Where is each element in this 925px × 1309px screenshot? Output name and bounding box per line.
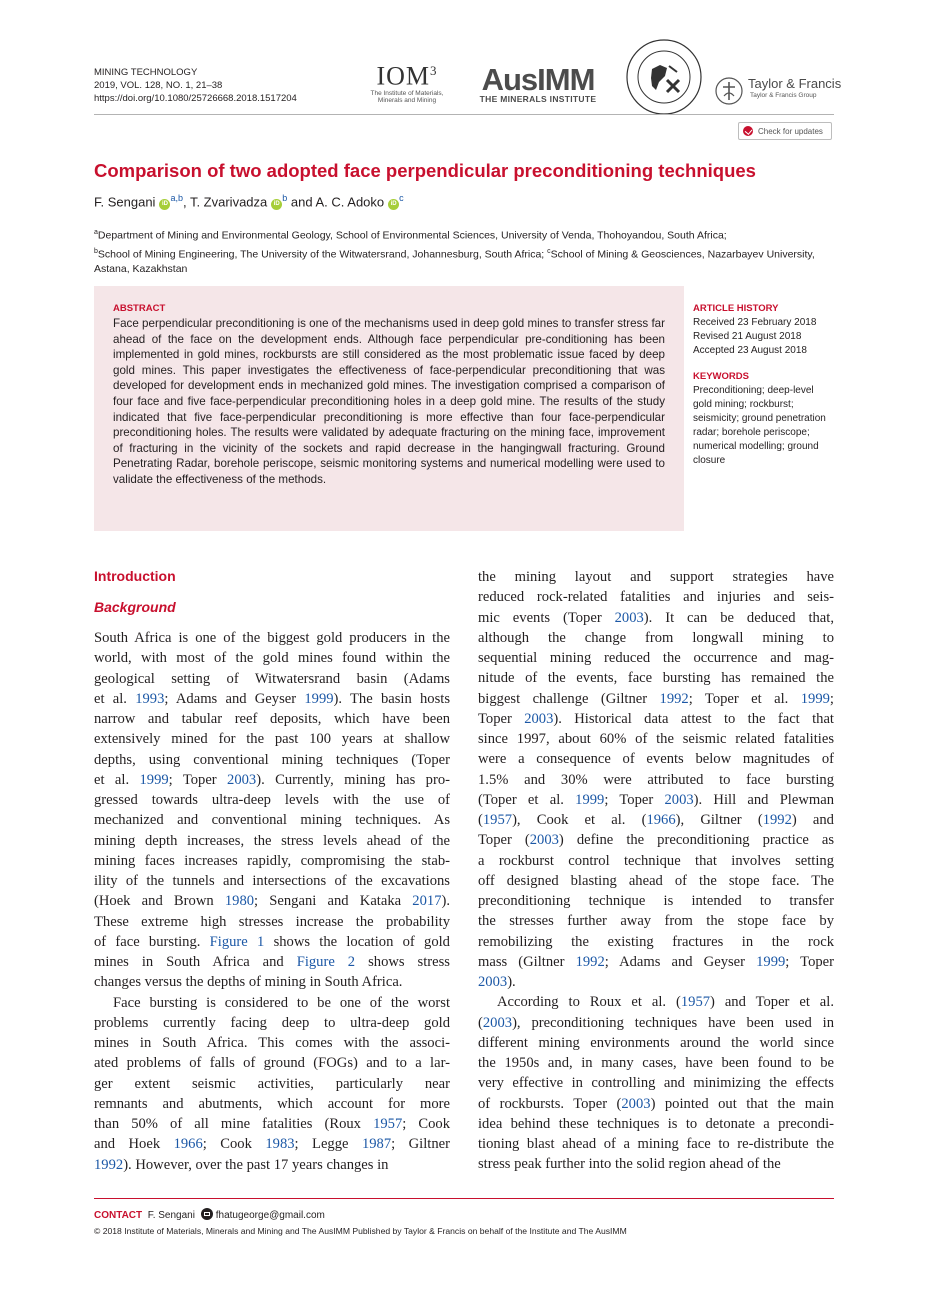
text-segment: ; Legge (294, 1136, 362, 1153)
text-line (94, 871, 450, 891)
text-segment: of face bursting. (94, 933, 210, 950)
copyright: © 2018 Institute of Materials, Minerals and Mining and The AusIMM Published by Taylor & Francis on behalf of the Institute and The AusIMM (94, 1226, 627, 1236)
article-history (693, 316, 816, 358)
citation-link[interactable]: 1992 (94, 1156, 124, 1173)
history-revised: Revised 21 August 2018 (693, 331, 802, 342)
text-line (478, 1134, 834, 1154)
text-segment: ger extent seismic activities, particularly near (94, 1075, 450, 1092)
text-segment: off designed blasting ahead of the stope face. The (478, 872, 834, 889)
citation-link[interactable]: 1999 (304, 690, 334, 707)
citation-link[interactable]: 1999 (756, 953, 786, 970)
check-for-updates-button[interactable] (738, 122, 832, 140)
text-line (478, 851, 834, 871)
text-line (94, 1114, 450, 1134)
text-line (94, 648, 450, 668)
text-line (478, 830, 834, 850)
text-segment: ; Toper (604, 791, 665, 808)
text-line (94, 891, 450, 911)
email-icon (201, 1208, 213, 1220)
text-line (94, 912, 450, 932)
society-seal-logo (625, 38, 703, 116)
text-line (94, 851, 450, 871)
text-segment: ( (478, 812, 483, 828)
tf-name: Taylor & Francis (748, 76, 842, 91)
text-line (478, 972, 834, 992)
citation-link[interactable]: 1980 (224, 893, 255, 910)
text-line (478, 891, 834, 911)
orcid-icon[interactable]: iD (388, 199, 399, 210)
citation-link[interactable]: 1957 (680, 994, 711, 1011)
text-segment: ). Historical data attest to the fact that (553, 710, 834, 727)
text-line (94, 831, 450, 851)
text-segment: stress peak further into the solid region ahead of the (478, 1156, 781, 1173)
citation-link[interactable]: 1993 (135, 690, 165, 707)
keywords-text: Preconditioning; deep-level gold mining; rockburst; seismicity; ground penetration radar; borehole periscope; numerical modelling; ground closure (693, 385, 826, 466)
text-segment: Toper ( (478, 832, 530, 849)
text-segment: ) pointed out that the main (650, 1095, 834, 1112)
text-segment: (Toper et al. (478, 791, 576, 808)
text-segment: since 1997, about 60% of the seismic related fatalities (478, 731, 834, 747)
affiliations (94, 225, 834, 277)
text-segment: ). (507, 974, 516, 990)
author-name: A. C. Adoko (315, 194, 385, 210)
citation-link[interactable]: 2003 (621, 1095, 651, 1112)
text-line (478, 648, 834, 668)
affil-c: School of Mining & Geosciences, Nazarbayev University, Astana, Kazakhstan (94, 248, 815, 275)
contact-line (94, 1208, 325, 1221)
citation-link[interactable]: 1983 (265, 1136, 295, 1153)
text-segment: ( (478, 1014, 483, 1031)
text-line (478, 1033, 834, 1053)
text-segment: 1.5% and 30% were attributed to face bursting (478, 771, 834, 788)
taylor-francis-icon (714, 76, 744, 106)
text-segment: geological setting of Witwatersrand basin (Adams (94, 670, 450, 687)
text-segment: ; Cook (202, 1136, 266, 1153)
text-segment: ), preconditioning techniques have been used in (512, 1014, 834, 1031)
text-line (478, 1053, 834, 1073)
keywords-heading: KEYWORDS (693, 371, 749, 382)
citation-link[interactable]: 1957 (482, 812, 513, 828)
text-line (94, 993, 450, 1013)
subsection-heading: Background (94, 599, 176, 615)
citation-link[interactable]: 1987 (361, 1136, 392, 1153)
text-segment: ). However, over the past 17 years changes in (123, 1156, 389, 1173)
text-line (94, 1053, 450, 1073)
text-segment: ). The basin hosts (333, 690, 450, 707)
article-title: Comparison of two adopted face perpendicular preconditioning techniques (94, 160, 756, 181)
text-line (478, 790, 834, 810)
text-segment: ), Giltner ( (675, 812, 763, 828)
author-name: F. Sengani (94, 194, 156, 210)
text-segment: world, with most of the gold mines found within the (94, 650, 450, 667)
text-segment: biggest challenge (Giltner (478, 690, 660, 707)
text-line (94, 1074, 450, 1094)
text-line (478, 871, 834, 891)
text-segment: the 1950s and, in many cases, have been found to be (478, 1055, 834, 1071)
paragraph (94, 993, 450, 1175)
affil-a-mark: a (94, 229, 98, 236)
text-segment: the stresses further away from the stope face by (478, 913, 834, 930)
text-line (94, 932, 450, 952)
text-segment: reduced rock-related fatalities and injuries and seis- (478, 589, 834, 606)
iom-mark: IOM (376, 61, 431, 91)
text-segment: remnants and abutments, which account for more (94, 1095, 450, 1112)
journal-volume: 2019, VOL. 128, NO. 1, 21–38 (94, 80, 223, 91)
text-segment: ). (441, 893, 450, 910)
text-line (94, 628, 450, 648)
text-segment: sequential mining reduced the occurrence and mag- (478, 650, 834, 666)
citation-link[interactable]: 1999 (575, 791, 605, 808)
text-line (478, 668, 834, 688)
text-segment: et al. (94, 690, 136, 707)
contact-label: CONTACT (94, 1210, 143, 1221)
citation-link[interactable]: 2003 (227, 771, 257, 788)
citation-link[interactable]: 1966 (646, 812, 676, 828)
text-segment: nitude of the events, face bursting has remained the (478, 670, 834, 687)
section-heading: Introduction (94, 568, 176, 584)
text-segment: mechanized and conventional mining techniques. As (94, 812, 450, 829)
text-segment: tioning blast ahead of a mining face to re-distribute the (478, 1136, 834, 1152)
text-segment: shows the location of gold (264, 933, 450, 950)
orcid-icon[interactable]: iD (159, 199, 170, 210)
author-separator: and (287, 194, 316, 210)
text-segment: Face bursting is considered to be one of the worst (113, 994, 450, 1011)
text-line (478, 729, 834, 749)
text-line (94, 709, 450, 729)
text-segment: ; Adams and Geyser (164, 690, 305, 707)
paragraph (478, 567, 834, 992)
text-segment: mining faces increases rapidly, compromising the stab- (94, 852, 450, 869)
contact-name: F. Sengani (147, 1210, 195, 1221)
text-segment: although the change from longwall mining to (478, 629, 834, 646)
text-line (94, 1013, 450, 1033)
text-segment: ) and (791, 812, 834, 828)
author-list (94, 193, 404, 210)
text-line (94, 689, 450, 709)
paragraph (94, 628, 450, 993)
abstract-heading: ABSTRACT (113, 303, 166, 314)
citation-link[interactable]: 1966 (173, 1136, 203, 1153)
citation-link[interactable]: 1957 (373, 1116, 403, 1132)
text-segment: changes versus the depths of mining in South Africa. (94, 974, 403, 991)
journal-info (94, 66, 297, 105)
text-line (94, 669, 450, 689)
text-segment: of rockbursts. Toper ( (478, 1095, 622, 1112)
check-updates-label: Check for updates (758, 126, 823, 136)
text-segment: problems currently facing deep to ultra-deep gold (94, 1014, 450, 1031)
text-segment: depths, using conventional mining techniques (Toper (94, 751, 450, 768)
text-line (94, 810, 450, 830)
text-segment: ; Giltner (391, 1136, 450, 1153)
affil-a: Department of Mining and Environmental Geology, School of Environmental Sciences, University of Venda, Thohoyandou, South Africa; (97, 229, 727, 242)
author-separator: , (182, 194, 190, 210)
doi-link[interactable]: https://doi.org/10.1080/25726668.2018.1517204 (94, 93, 297, 104)
text-segment: mines in South Africa and (94, 954, 297, 970)
abstract-text: Face perpendicular preconditioning is one of the mechanisms used in deep gold mines to transfer stress far ahead of the face on the development ends. Although face perpendicular pre-conditioning has been implemented in gold mines, rockbursts are still considered as the most problematic issue faced by deep gold mines. This paper investigates the effectiveness of face-perpendicular preconditioning that was developed for development ends in mechanized gold mines. The investigation comprised a comparison of four face and five face-perpendicular preconditioning holes in a deep gold mine. The results of the study indicated that five face-perpendicular preconditioning is more effective than four face-perpendicular preconditioning holes. The results were validated by adequate fracturing on the mining face, improvement of fracturing in the vicinity of the sockets and rapid decrease in the hangingwall fracturing. Ground Penetrating Radar, borehole periscope, seismic monitoring systems and numerical modelling were used to validate the effectiveness of the methods. (113, 317, 665, 486)
text-segment: (Hoek and Brown (94, 893, 225, 910)
text-segment: ). Hill and Plewman (693, 791, 835, 808)
text-segment: shows stress (355, 954, 450, 970)
citation-link[interactable]: 2003 (529, 832, 559, 849)
text-line (478, 689, 834, 709)
article-history-heading: ARTICLE HISTORY (693, 303, 779, 314)
text-line (478, 1073, 834, 1093)
citation-link[interactable]: 1992 (659, 690, 689, 707)
text-segment: ; Cook (402, 1116, 451, 1132)
author-name: T. Zvarivadza (189, 194, 268, 210)
citation-link[interactable]: 2017 (412, 893, 442, 910)
ausimm-sub: THE MINERALS INSTITUTE (479, 94, 597, 104)
history-received: Received 23 February 2018 (693, 317, 817, 328)
text-segment: ; Toper (785, 953, 835, 970)
text-line (94, 952, 450, 972)
text-segment: ; Toper et al. (688, 690, 801, 707)
text-segment: ; Toper (168, 771, 228, 788)
text-segment: mic events (Toper (478, 609, 615, 626)
text-segment: and Hoek (94, 1136, 174, 1153)
text-line (478, 567, 834, 587)
text-line (94, 1033, 450, 1053)
text-line (94, 790, 450, 810)
text-line (94, 1094, 450, 1114)
text-line (478, 810, 834, 830)
text-line (94, 770, 450, 790)
text-segment: remobilizing the existing fractures in the rock (478, 933, 834, 950)
affil-b-mark: b (94, 247, 98, 255)
text-line (478, 1013, 834, 1033)
text-segment: than 50% of all mine fatalities (Roux (94, 1116, 374, 1132)
citation-link[interactable]: 2003 (482, 1014, 513, 1031)
iom-line1: The Institute of Materials, (370, 89, 444, 97)
text-line (478, 1094, 834, 1114)
iom-line2: Minerals and Mining (377, 97, 437, 105)
ausimm-logo (463, 62, 613, 104)
text-segment: These extreme high stresses increase the probability (94, 913, 450, 930)
text-line (478, 628, 834, 648)
text-line (478, 587, 834, 607)
text-segment: ). Currently, mining has pro- (256, 771, 450, 788)
citation-link[interactable]: Figure 1 (209, 933, 265, 950)
iom3-logo (352, 58, 462, 108)
affil-b: School of Mining Engineering, The University of the Witwatersrand, Johannesburg, South Africa; (97, 248, 548, 260)
text-line (94, 729, 450, 749)
text-segment: ; (829, 690, 834, 707)
text-segment: ). It can be deduced that, (643, 609, 834, 626)
text-segment: ; Adams and Geyser (604, 953, 757, 970)
text-line (94, 972, 450, 992)
header-rule (94, 114, 834, 115)
citation-link[interactable]: 1992 (575, 953, 605, 970)
text-segment: different mining environments around the world since (478, 1034, 834, 1051)
footer-rule (94, 1198, 834, 1199)
orcid-icon[interactable]: iD (271, 199, 282, 210)
text-line (478, 1114, 834, 1134)
iom-sup: 3 (430, 63, 438, 78)
journal-name: MINING TECHNOLOGY (94, 67, 198, 78)
author-affiliation-mark: c (399, 193, 404, 203)
text-line (478, 770, 834, 790)
text-line (478, 608, 834, 628)
affil-c-mark: c (547, 247, 551, 255)
text-segment: idea behind these techniques is to detonate a precondi- (478, 1115, 834, 1132)
citation-link[interactable]: 2003 (478, 974, 508, 990)
text-line (478, 1154, 834, 1174)
text-segment: a rockburst control technique that involves setting (478, 852, 834, 869)
ausimm-word: AusIMM (481, 62, 595, 97)
text-segment: South Africa is one of the biggest gold producers in the (94, 630, 450, 646)
contact-email[interactable]: fhatugeorge@gmail.com (215, 1210, 325, 1221)
text-line (478, 952, 834, 972)
body-column-right (478, 567, 834, 1175)
text-line (478, 932, 834, 952)
body-column-left (94, 628, 450, 1175)
citation-link[interactable]: 2003 (524, 710, 554, 727)
text-line (94, 1155, 450, 1175)
text-segment: very effective in controlling and minimizing the effects (478, 1075, 834, 1092)
citation-link[interactable]: 2003 (614, 609, 644, 626)
check-updates-icon (743, 126, 753, 136)
text-segment: ; Sengani and Kataka (254, 893, 413, 910)
paragraph (478, 992, 834, 1174)
text-line (94, 750, 450, 770)
citation-link[interactable]: 1992 (762, 812, 792, 828)
text-segment: ated problems of falls of ground (FOGs) and to a lar- (94, 1055, 450, 1072)
author-affiliation-mark: a,b (170, 193, 183, 203)
text-segment: According to Roux et al. ( (497, 994, 681, 1011)
text-segment: mines in South Africa. This comes with the associ- (94, 1035, 450, 1051)
text-segment: mass (Giltner (478, 953, 576, 970)
history-accepted: Accepted 23 August 2018 (693, 345, 807, 356)
text-segment: ) define the preconditioning practice as (558, 832, 834, 849)
text-segment: ility of the tunnels and intersections of the excavations (94, 873, 450, 889)
text-segment: ) and Toper et al. (710, 994, 834, 1011)
text-line (478, 749, 834, 769)
text-line (478, 911, 834, 931)
tf-group: Taylor & Francis Group (750, 92, 817, 99)
text-segment: the mining layout and support strategies have (478, 569, 834, 585)
text-segment: ), Cook et al. ( (512, 812, 647, 828)
text-segment: gressed towards ultra-deep levels with the use of (94, 792, 450, 808)
text-line (478, 992, 834, 1012)
text-line (94, 1134, 450, 1154)
citation-link[interactable]: 2003 (664, 791, 694, 808)
text-segment: et al. (94, 771, 140, 788)
text-segment: narrow and tabular reef deposits, which have been (94, 711, 450, 727)
author-affiliation-mark: b (282, 193, 288, 203)
citation-link[interactable]: 1999 (800, 690, 830, 707)
text-segment: mining depth increases, the stress levels ahead of the (94, 832, 450, 849)
text-segment: preconditioning technique is intended to transfer (478, 893, 834, 909)
text-segment: extensively mined for the past 100 years at shallow (94, 731, 450, 748)
text-line (478, 709, 834, 729)
text-segment: were a consequence of events below magnitudes of (478, 751, 834, 768)
citation-link[interactable]: Figure 2 (296, 954, 356, 970)
citation-link[interactable]: 1999 (139, 771, 169, 788)
text-segment: Toper (478, 710, 525, 727)
